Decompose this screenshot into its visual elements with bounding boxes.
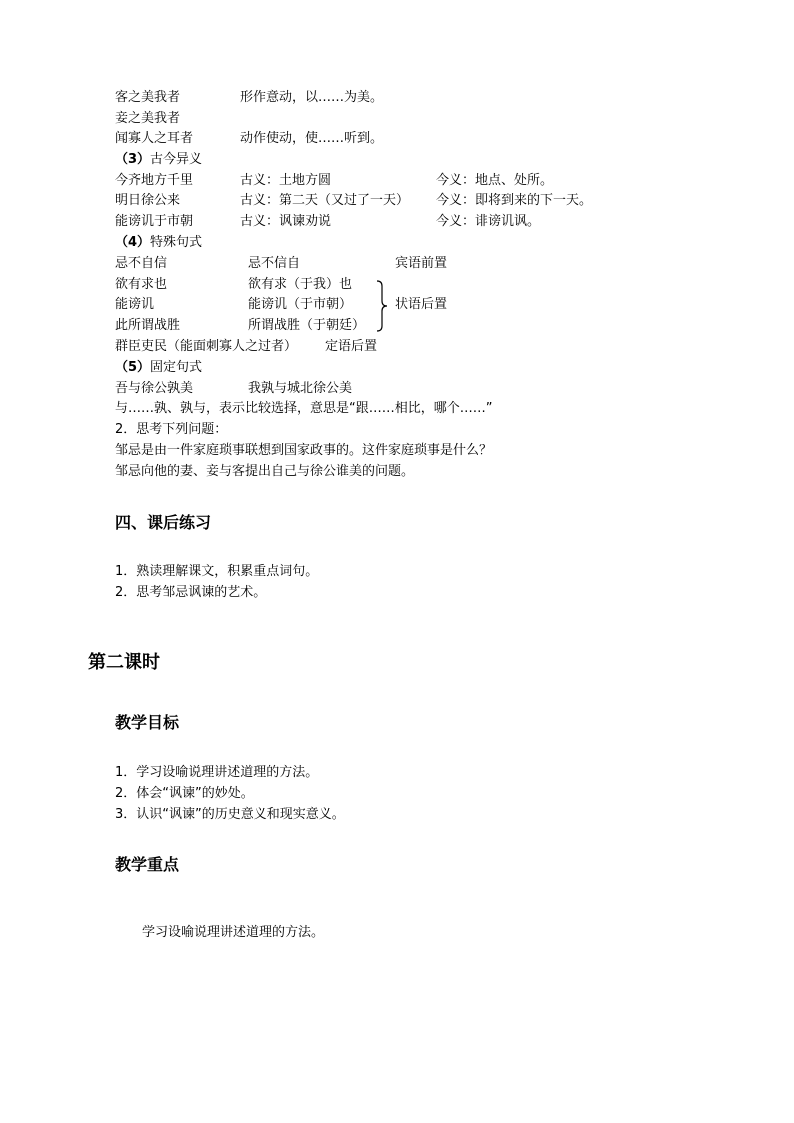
exercise-item-2: 2．思考邹忌讽谏的艺术。 [115,585,267,600]
special-orig-5: 群臣吏民（能面刺寡人之过者） [115,339,298,354]
goal-item-1: 1．学习设喻说理讲述道理的方法。 [115,765,319,780]
am-ancient-2: 古义：第二天（又过了一天） [240,193,410,208]
usage-word-2: 妾之美我者 [115,111,181,126]
special-orig-2: 欲有求也 [115,277,168,292]
am-ancient-3: 古义：讽谏劝说 [240,214,332,229]
special-orig-4: 此所谓战胜 [115,318,181,333]
goals-heading: 教学目标 [115,713,180,732]
think-answer: 邹忌向他的妻、妾与客提出自己与徐公谁美的问题。 [115,464,415,479]
special-orig-1: 忌不自信 [115,256,168,271]
fixed-orig-1: 吾与徐公孰美 [115,381,194,396]
special-norm-1: 忌不信自 [248,256,301,271]
goal-item-2: 2．体会“讽谏”的妙处。 [115,786,254,801]
fixed-heading-text: 固定句式 [150,360,203,375]
focus-text: 学习设喻说理讲述道理的方法。 [142,925,325,940]
special-norm-2: 欲有求（于我）也 [248,277,353,292]
special-norm-3: 能谤讥（于市朝） [248,297,353,312]
am-modern-1: 今义：地点、处所。 [436,173,554,188]
think-label: 2．思考下列问题： [115,422,228,437]
think-question: 邹忌是由一件家庭琐事联想到国家政事的。这件家庭琐事是什么？ [115,443,493,458]
focus-heading: 教学重点 [115,855,180,874]
usage-desc-1: 形作意动，以……为美。 [240,90,384,105]
special-type-5: 定语后置 [325,339,378,354]
ancient-modern-heading [115,152,202,168]
am-word-1: 今齐地方千里 [115,173,194,188]
am-word-2: 明日徐公来 [115,193,181,208]
curly-brace-icon [374,280,390,332]
ancient-modern-heading-text: 古今异义 [150,152,203,167]
special-orig-3: 能谤讥 [115,297,155,312]
special-heading-num: （4） [115,235,151,250]
am-ancient-1: 古义：土地方圆 [240,173,332,188]
goal-item-3: 3．认识“讽谏”的历史意义和现实意义。 [115,807,345,822]
am-word-3: 能谤讥于市朝 [115,214,194,229]
special-heading [115,235,202,251]
special-heading-text: 特殊句式 [150,235,203,250]
special-norm-4: 所谓战胜（于朝廷） [248,318,366,333]
fixed-explain: 与……孰、孰与，表示比较选择，意思是“跟……相比，哪个……” [115,401,493,416]
usage-word-1: 客之美我者 [115,90,181,105]
fixed-heading-num: （5） [115,360,151,375]
lesson2-title: 第二课时 [88,652,160,673]
usage-word-3: 闻寡人之耳者 [115,131,194,146]
exercise-item-1: 1．熟读理解课文，积累重点词句。 [115,564,319,579]
special-group-type: 状语后置 [395,297,448,312]
exercise-heading: 四、课后练习 [115,513,212,532]
fixed-heading [115,360,202,376]
am-modern-2: 今义：即将到来的下一天。 [436,193,593,208]
special-type-1: 宾语前置 [395,256,448,271]
usage-desc-3: 动作使动，使……听到。 [240,131,384,146]
am-modern-3: 今义：诽谤讥讽。 [436,214,541,229]
ancient-modern-heading-num: （3） [115,152,151,167]
fixed-norm-1: 我孰与城北徐公美 [248,381,353,396]
